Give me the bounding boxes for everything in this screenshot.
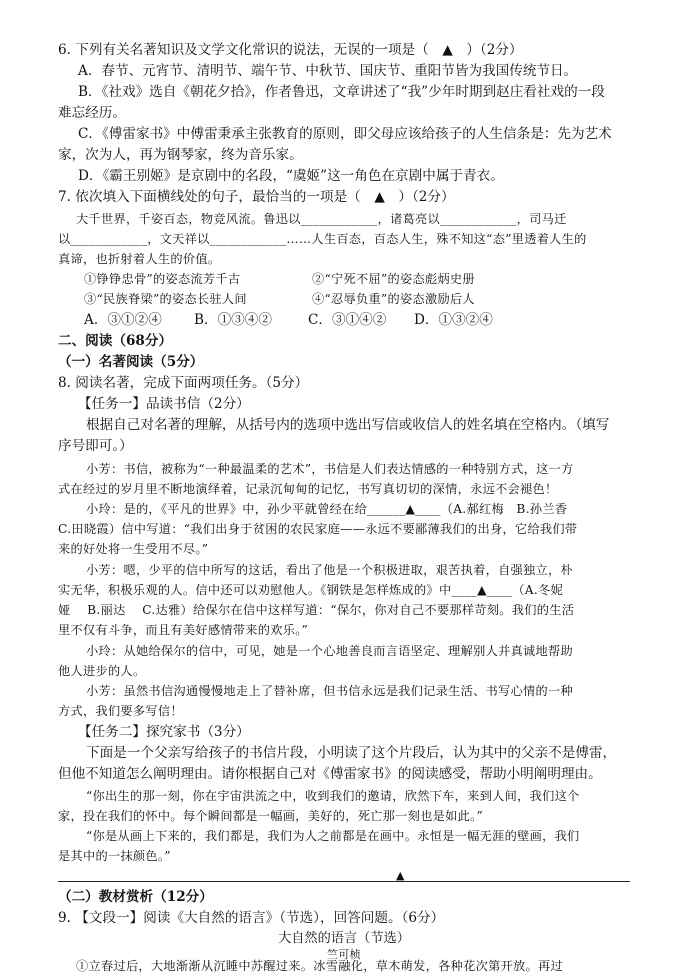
q7-choice-2: ②“宁死不屈”的姿态彪炳史册: [312, 272, 475, 286]
q8-stem: 8. 阅读名著，完成下面两项任务。（5分）: [58, 375, 309, 391]
q7-option-b: B．①③④②: [194, 312, 272, 328]
q8-dialog-line: 娅 B.丽达 C.达雅）给保尔在信中这样写道：“保尔，你对自己不要那样苛刻。我们的生活: [58, 603, 575, 617]
q8-dialog-line: 小芳：书信，被称为“一种最温柔的艺术”，书信是人们表达情感的一种特别方式，这一方: [86, 462, 574, 476]
q8-excerpt-line: “你出生的那一刻，你在宇宙洪流之中，收到我们的邀请，欣然下车，来到人间，我们这个: [86, 789, 580, 803]
q7-option-d: D．①③②④: [414, 312, 493, 328]
q6-option-b-line1: B．《社戏》选自《朝花夕拾》，作者鲁迅，文章讲述了“我”少年时期到赵庄看社戏的一段: [78, 84, 605, 100]
q8-dialog-line: 里不仅有斗争，而且有美好感情带来的欢乐。”: [58, 623, 309, 637]
q8-task1-instruction-line1: 根据自己对名著的理解，从括号内的选项中选出写信或收信人的姓名填在空格内。（填写: [86, 417, 610, 433]
q8-dialog-line: C.田晓霞）信中写道：“我们出身于贫困的农民家庭——永远不要鄙薄我们的出身，它给我们带: [58, 522, 578, 536]
q8-dialog-line: 实无华，积极乐观的人。信中还可以劝慰他人。《钢铁是怎样炼成的》中____▲____（A.冬妮: [58, 583, 564, 597]
q8-dialog-line: 小玲：从她给保尔的信中，可见，她是一个心地善良而言语坚定、理解别人并真诚地帮助: [86, 644, 574, 658]
q8-task2-instruction-line2: 但他不知道怎么阐明理由。请你根据自己对《傅雷家书》的阅读感受，帮助小明阐明理由。: [58, 766, 602, 782]
q6-option-b-line2: 难忘经历。: [58, 105, 126, 121]
q8-excerpt-line: 家，投在我们的怀中。每个瞬间都是一幅画，美好的，死亡那一刻也是如此。”: [58, 809, 484, 823]
q8-dialog-line: 小芳：虽然书信沟通慢慢地走上了替补席，但书信永远是我们记录生活、书写心情的一种: [86, 684, 574, 698]
passage-title: 大自然的语言（节选）: [278, 931, 410, 946]
q7-option-a: A．③①②④: [84, 312, 162, 328]
q8-excerpt-line: “你是从画上下来的，我们都是，我们为人之前都是在画中。永恒是一幅无涯的壁画，我们: [86, 829, 580, 843]
q6-stem: 6. 下列有关名著知识及文学文化常识的说法，无误的一项是（ ▲ ）（2分）: [58, 42, 523, 58]
passage-author: 竺可桢: [327, 948, 361, 961]
q9-stem: 9. 【文段一】阅读《大自然的语言》（节选），回答问题。（6分）: [58, 910, 445, 926]
section-2-2-title: （二）教材赏析（12分）: [58, 889, 213, 905]
q8-dialog-line: 小玲：是的，《平凡的世界》中，孙少平就曾经在给______▲____（A.郝红梅 B.孙兰香: [86, 502, 568, 516]
section-2-1-title: （一）名著阅读（5分）: [58, 354, 204, 370]
q8-dialog-line: 小芳：嗯，少平的信中所写的这话，看出了他是一个积极进取，艰苦执着，自强独立，朴: [86, 563, 574, 577]
section-2-title: 二、阅读（68分）: [58, 333, 173, 349]
q6-option-d: D．《霸王别姬》是京剧中的名段，“虞姬”这一角色在京剧中属于青衣。: [78, 168, 504, 184]
q7-choice-3: ③“民族脊梁”的姿态长驻人间: [84, 292, 247, 306]
q8-task2-instruction-line1: 下面是一个父亲写给孩子的书信片段，小明读了这个片段后，认为其中的父亲不是傅雷，: [86, 745, 617, 761]
q8-excerpt-line: 是其中的一抹颜色。”: [58, 849, 171, 863]
answer-mark: ▲: [396, 869, 405, 882]
passage-paragraph-1: ①立春过后，大地渐渐从沉睡中苏醒过来。冰雪融化，草木萌发，各种花次第开放。再过: [76, 959, 564, 973]
q6-option-c-line1: C．《傅雷家书》中傅雷秉承主张教育的原则，即父母应该给孩子的人生信条是：先为艺术: [78, 126, 612, 142]
q7-choice-1: ①铮铮忠骨”的姿态流芳千古: [84, 272, 241, 286]
q7-passage-line3: 真谛，也折射着人生的价值。: [58, 252, 221, 266]
q8-dialog-line: 他人进步的人。: [58, 664, 146, 678]
q8-dialog-line: 式在经过的岁月里不断地演绎着，记录沉甸甸的记忆，书写真切切的深情，永远不会褪色！: [58, 482, 558, 496]
q7-stem: 7. 依次填入下面横线处的句子，最恰当的一项是（ ▲ ）（2分）: [58, 189, 455, 205]
q8-task1-heading: 【任务一】品读书信（2分）: [78, 396, 250, 412]
q8-task1-instruction-line2: 序号即可。）: [58, 438, 133, 454]
q7-option-c: C．③①④②: [308, 312, 387, 328]
q8-task2-heading: 【任务二】探究家书（3分）: [78, 724, 250, 740]
q6-option-a: A．春节、元宵节、清明节、端午节、中秋节、国庆节、重阳节皆为我国传统节日。: [78, 63, 578, 79]
answer-line: [58, 881, 630, 882]
q7-passage-line2: 以____________，文天祥以____________……人生百态，百态人生，殊不知这“态”里透着人生的: [58, 232, 587, 246]
q6-option-c-line2: 家，次为人，再为钢琴家，终为音乐家。: [58, 147, 303, 163]
q7-passage-line1: 大千世界，千姿百态，物竞风流。鲁迅以____________，诸葛亮以____________，司马迁: [76, 212, 567, 226]
q8-dialog-line: 来的好处将一生受用不尽。”: [58, 542, 209, 556]
q7-choice-4: ④“忍辱负重”的姿态激励后人: [312, 292, 475, 306]
q8-dialog-line: 方式，我们要多写信！: [58, 704, 183, 718]
